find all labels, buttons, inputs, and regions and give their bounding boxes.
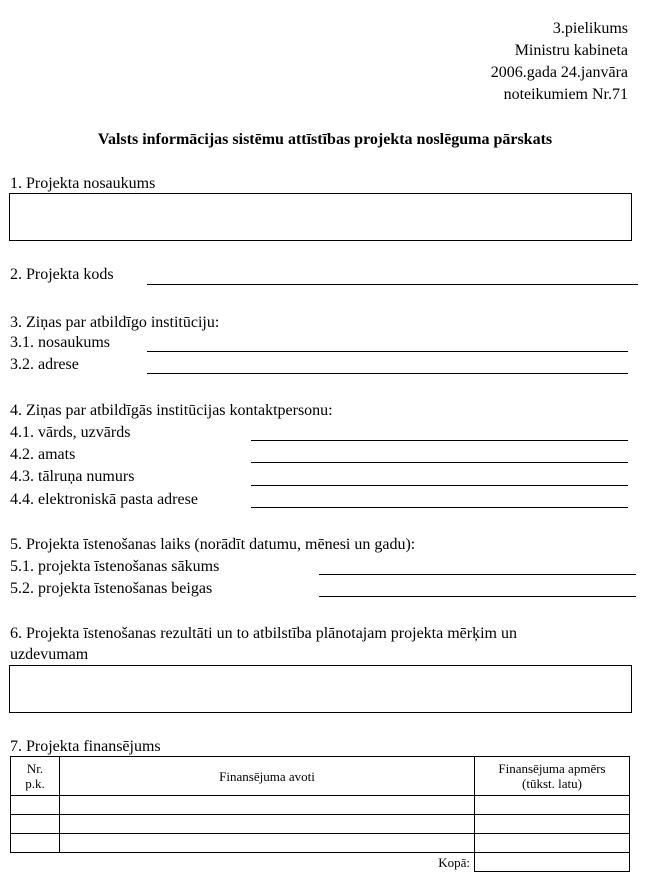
section-1-label: 1. Projekta nosaukums <box>10 175 156 192</box>
column-header-number-line1: Nr. <box>26 761 44 776</box>
column-header-number-line2: p.k. <box>25 776 45 791</box>
section-5-1-label: 5.1. projekta īstenošanas sākums <box>10 558 220 575</box>
section-4-2-label: 4.2. amats <box>10 446 76 463</box>
section-4-3-label: 4.3. tālruņa numurs <box>10 468 135 485</box>
contact-position-field[interactable] <box>251 462 628 463</box>
table-cell[interactable] <box>11 796 60 815</box>
section-6-label-line2: uzdevumam <box>10 646 89 663</box>
project-code-field[interactable] <box>147 284 638 285</box>
total-amount-cell[interactable] <box>475 853 630 872</box>
column-header-amount-line1: Finansējuma apmērs <box>498 761 606 776</box>
institution-address-field[interactable] <box>147 373 628 374</box>
document-title: Valsts informācijas sistēmu attīstības projekta noslēguma pārskats <box>97 131 553 148</box>
section-5-2-label: 5.2. projekta īstenošanas beigas <box>10 580 213 597</box>
institution-name-field[interactable] <box>147 351 628 352</box>
contact-phone-field[interactable] <box>251 485 628 486</box>
financing-table <box>10 756 630 872</box>
annex-issuer: Ministru kabineta <box>514 42 628 59</box>
project-start-field[interactable] <box>319 574 636 575</box>
column-header-amount-line2: (tūkst. latu) <box>522 776 582 791</box>
contact-name-field[interactable] <box>251 440 628 441</box>
table-cell[interactable] <box>11 834 60 853</box>
section-5-label: 5. Projekta īstenošanas laiks (norādīt datumu, mēnesi un gadu): <box>10 536 416 553</box>
column-header-number <box>11 757 60 796</box>
table-header-row <box>11 757 630 796</box>
project-results-field[interactable] <box>9 665 632 713</box>
table-cell[interactable] <box>60 796 475 815</box>
section-3-2-label: 3.2. adrese <box>10 356 79 373</box>
section-7-label: 7. Projekta finansējums <box>10 738 161 755</box>
annex-number: 3.pielikums <box>552 20 628 37</box>
annex-header <box>491 18 628 106</box>
section-4-label: 4. Ziņas par atbildīgās institūcijas kontaktpersonu: <box>10 402 333 419</box>
table-total-row <box>11 853 630 872</box>
section-4-4-label: 4.4. elektroniskā pasta adrese <box>10 491 198 508</box>
project-name-field[interactable] <box>9 193 632 241</box>
column-header-sources: Finansējuma avoti <box>60 757 475 796</box>
annex-date: 2006.gada 24.janvāra <box>490 64 628 81</box>
section-6-label-line1: 6. Projekta īstenošanas rezultāti un to atbilstība plānotajam projekta mērķim un <box>10 625 517 642</box>
section-4-1-label: 4.1. vārds, uzvārds <box>10 424 131 441</box>
table-row <box>11 834 630 853</box>
contact-email-field[interactable] <box>251 507 628 508</box>
annex-regulation: noteikumiem Nr.71 <box>503 86 628 103</box>
table-row <box>11 815 630 834</box>
table-cell[interactable] <box>60 815 475 834</box>
total-label: Kopā: <box>438 854 470 870</box>
project-end-field[interactable] <box>319 596 636 597</box>
table-cell[interactable] <box>60 834 475 853</box>
section-3-label: 3. Ziņas par atbildīgo institūciju: <box>10 314 220 331</box>
table-cell[interactable] <box>475 834 630 853</box>
section-3-1-label: 3.1. nosaukums <box>10 334 110 351</box>
table-row <box>11 796 630 815</box>
column-header-amount <box>475 757 630 796</box>
table-cell[interactable] <box>11 815 60 834</box>
table-cell[interactable] <box>475 796 630 815</box>
table-cell[interactable] <box>475 815 630 834</box>
section-2-label: 2. Projekta kods <box>10 266 114 283</box>
